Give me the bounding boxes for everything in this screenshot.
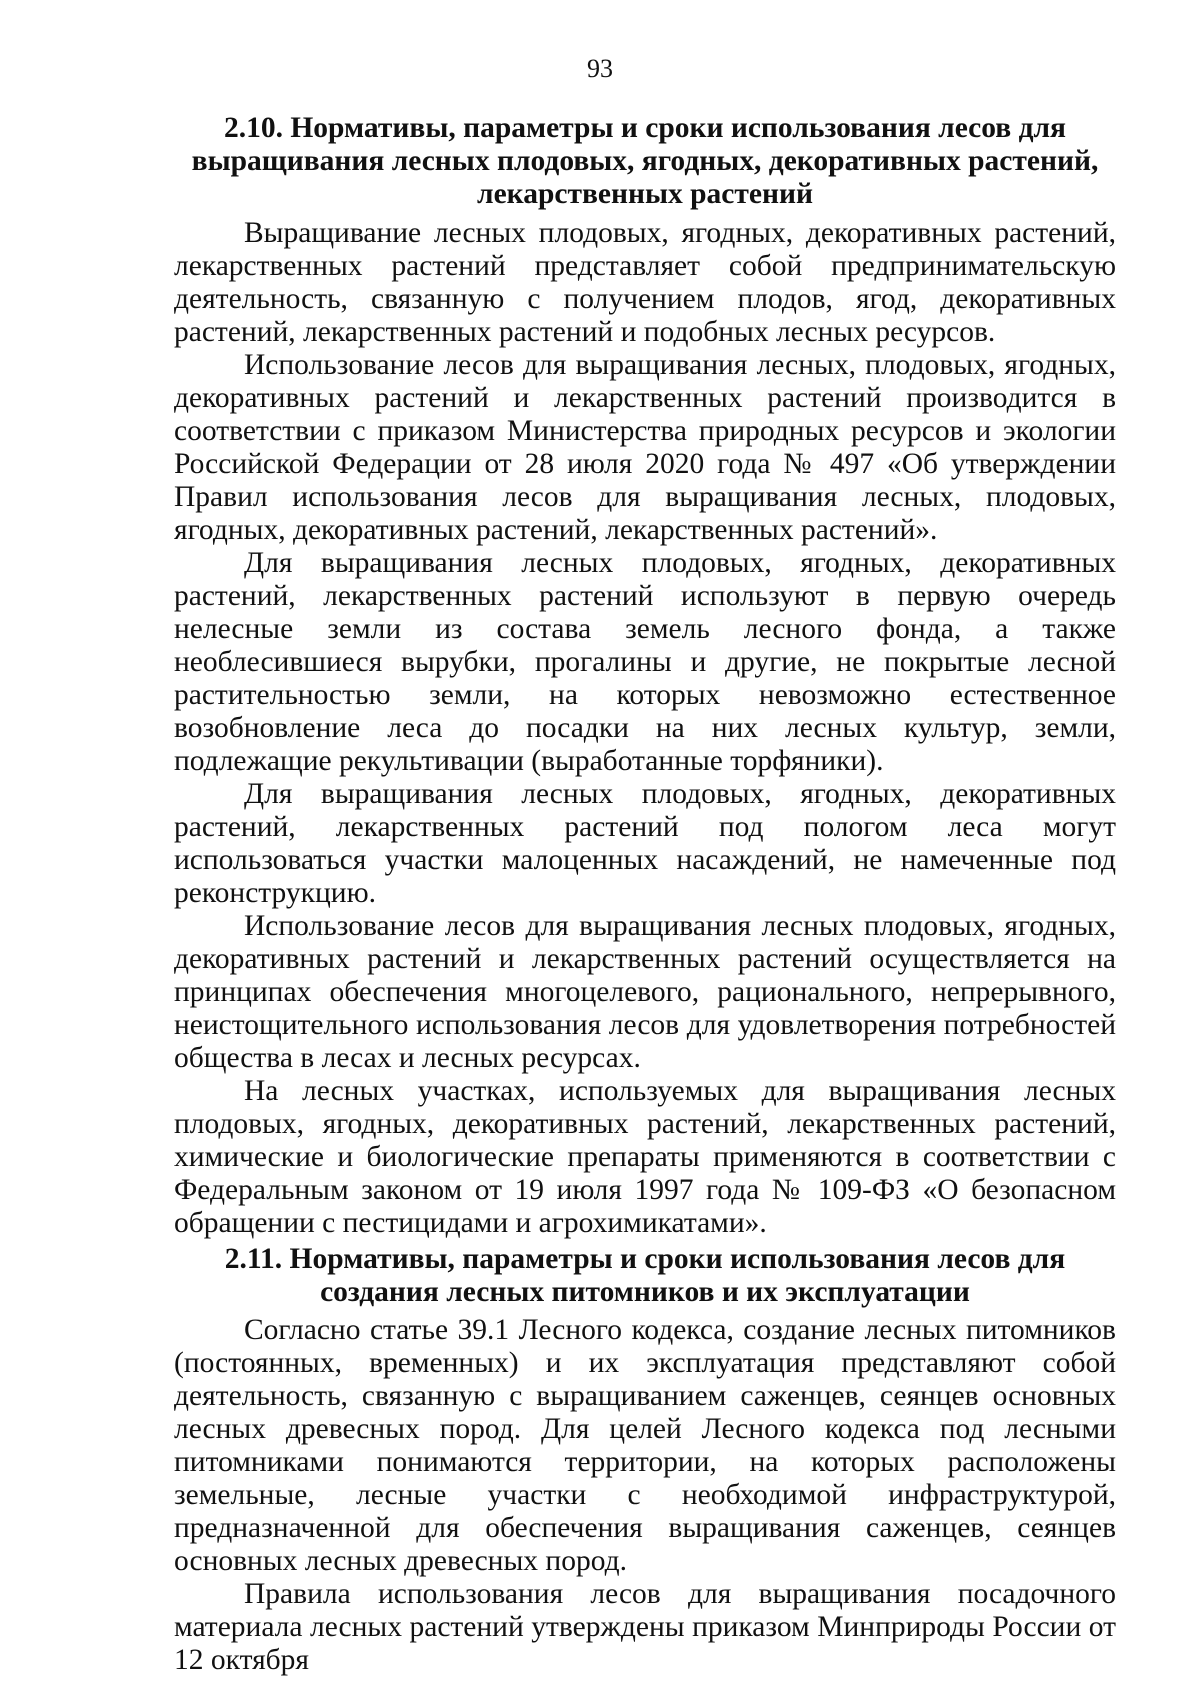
- section-2-10-paragraph-3: Для выращивания лесных плодовых, ягодных, декоративных растений, лекарственных растений используют в первую очередь нелесные земли из состава земель лесного фонда, а также необлесившиеся вырубки, прогалины и другие, не покрытые лесной растительностью земли, на которых невозможно естественное возобновление леса до посадки на них лесных культур, земли, подлежащие рекультивации (выработанные торфяники).: [174, 547, 1116, 777]
- section-2-11-paragraph-1: Согласно статье 39.1 Лесного кодекса, создание лесных питомников (постоянных, временных) и их эксплуатация представляют собой деятельность, связанную с выращиванием саженцев, сеянцев основных лесных древесных пород. Для целей Лесного кодекса под лесными питомниками понимаются территории, на которых расположены земельные, лесные участки с необходимой инфраструктурой, предназначенной для обеспечения выращивания саженцев, сеянцев основных лесных древесных пород.: [174, 1314, 1116, 1577]
- document-body: [174, 112, 1116, 1677]
- section-2-11-paragraph-2: Правила использования лесов для выращивания посадочного материала лесных растений утверждены приказом Минприроды России от 12 октября: [174, 1578, 1116, 1676]
- section-2-10-paragraph-6: На лесных участках, используемых для выращивания лесных плодовых, ягодных, декоративных растений, лекарственных растений, химические и биологические препараты применяются в соответствии с Федеральным законом от 19 июля 1997 года № 109-ФЗ «О безопасном обращении с пестицидами и агрохимикатами».: [174, 1075, 1116, 1239]
- section-2-10-paragraph-2: Использование лесов для выращивания лесных, плодовых, ягодных, декоративных растений и лекарственных растений производится в соответствии с приказом Министерства природных ресурсов и экологии Российской Федерации от 28 июля 2020 года № 497 «Об утверждении Правил использования лесов для выращивания лесных, плодовых, ягодных, декоративных растений, лекарственных растений».: [174, 349, 1116, 546]
- section-2-10-paragraph-5: Использование лесов для выращивания лесных плодовых, ягодных, декоративных растений и лекарственных растений осуществляется на принципах обеспечения многоцелевого, рационального, непрерывного, неистощительного использования лесов для удовлетворения потребностей общества в лесах и лесных ресурсах.: [174, 910, 1116, 1074]
- section-2-10-paragraph-4: Для выращивания лесных плодовых, ягодных, декоративных растений, лекарственных растений под пологом леса могут использоваться участки малоценных насаждений, не намеченные под реконструкцию.: [174, 778, 1116, 909]
- section-2-11-title: 2.11. Нормативы, параметры и сроки использования лесов для создания лесных питомников и их эксплуатации: [224, 1243, 1066, 1308]
- section-2-10-paragraph-1: Выращивание лесных плодовых, ягодных, декоративных растений, лекарственных растений представляет собой предпринимательскую деятельность, связанную с получением плодов, ягод, декоративных растений, лекарственных растений и подобных лесных ресурсов.: [174, 217, 1116, 348]
- page-number: 93: [587, 54, 613, 83]
- section-2-10-title: 2.10. Нормативы, параметры и сроки использования лесов для выращивания лесных плодовых, ягодных, декоративных растений, лекарственных растений: [191, 112, 1099, 210]
